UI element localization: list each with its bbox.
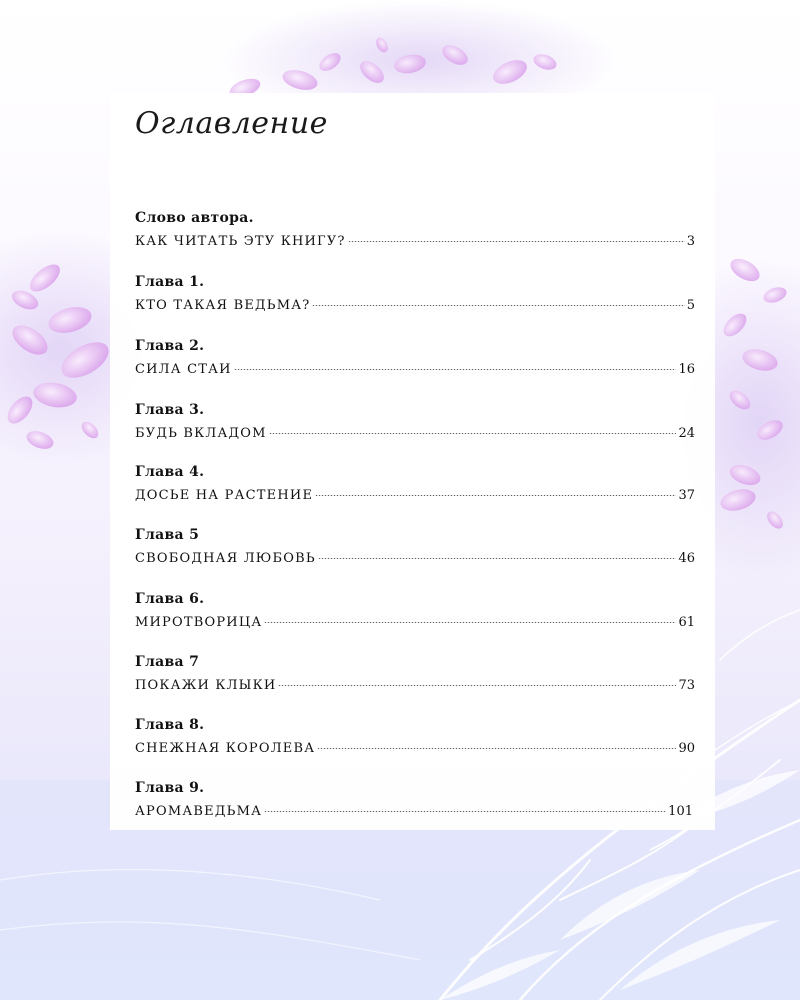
dot-leader bbox=[269, 433, 677, 434]
chapter-line bbox=[135, 424, 695, 444]
chapter-title: МИРОТВОРИЦА bbox=[135, 615, 263, 630]
chapter-line bbox=[135, 232, 695, 252]
chapter-label: Глава 5 bbox=[135, 527, 200, 543]
chapter-title: ДОСЬЕ НА РАСТЕНИЕ bbox=[135, 488, 314, 503]
dot-leader bbox=[264, 811, 666, 812]
page-number: 16 bbox=[678, 362, 695, 377]
chapter-line bbox=[135, 739, 695, 759]
page-number: 90 bbox=[678, 741, 695, 756]
chapter-title: СВОБОДНАЯ ЛЮБОВЬ bbox=[135, 551, 316, 566]
page-number: 73 bbox=[678, 678, 695, 693]
chapter-title: ПОКАЖИ КЛЫКИ bbox=[135, 678, 277, 693]
page-number: 61 bbox=[678, 615, 695, 630]
dot-leader bbox=[315, 495, 676, 496]
chapter-label: Глава 3. bbox=[135, 402, 205, 418]
chapter-title: БУДЬ ВКЛАДОМ bbox=[135, 426, 267, 441]
toc-entry[interactable] bbox=[135, 778, 693, 822]
chapter-line bbox=[135, 549, 695, 569]
chapter-line bbox=[135, 676, 695, 696]
toc-entry[interactable] bbox=[135, 208, 695, 252]
chapter-label: Глава 1. bbox=[135, 274, 205, 290]
chapter-label: Слово автора. bbox=[135, 210, 254, 226]
chapter-line bbox=[135, 802, 693, 822]
toc-entry[interactable] bbox=[135, 652, 695, 696]
chapter-line bbox=[135, 613, 695, 633]
chapter-label: Глава 4. bbox=[135, 464, 205, 480]
dot-leader bbox=[278, 685, 676, 686]
dot-leader bbox=[318, 558, 677, 559]
dot-leader bbox=[312, 305, 684, 306]
chapter-line bbox=[135, 296, 695, 316]
chapter-title: АРОМАВЕДЬМА bbox=[135, 804, 263, 819]
page-number: 24 bbox=[678, 426, 695, 441]
dot-leader bbox=[317, 748, 676, 749]
toc-entry[interactable] bbox=[135, 336, 695, 380]
dot-leader bbox=[234, 369, 677, 370]
toc-entry[interactable] bbox=[135, 589, 695, 633]
chapter-label: Глава 6. bbox=[135, 591, 205, 607]
toc-entry[interactable] bbox=[135, 400, 695, 444]
page-number: 5 bbox=[686, 298, 695, 313]
toc-entry[interactable] bbox=[135, 272, 695, 316]
page-number: 101 bbox=[668, 804, 693, 819]
dot-leader bbox=[348, 241, 685, 242]
chapter-label: Глава 2. bbox=[135, 338, 205, 354]
chapter-label: Глава 7 bbox=[135, 654, 200, 670]
page-number: 37 bbox=[678, 488, 695, 503]
chapter-label: Глава 8. bbox=[135, 717, 205, 733]
page-number: 46 bbox=[678, 551, 695, 566]
chapter-title: КАК ЧИТАТЬ ЭТУ КНИГУ? bbox=[135, 234, 346, 249]
dot-leader bbox=[264, 622, 676, 623]
toc-entry[interactable] bbox=[135, 715, 695, 759]
toc-heading: Оглавление bbox=[135, 106, 328, 141]
chapter-title: СНЕЖНАЯ КОРОЛЕВА bbox=[135, 741, 316, 756]
chapter-title: КТО ТАКАЯ ВЕДЬМА? bbox=[135, 298, 311, 313]
chapter-line bbox=[135, 486, 695, 506]
chapter-label: Глава 9. bbox=[135, 780, 205, 796]
chapter-title: СИЛА СТАИ bbox=[135, 362, 232, 377]
chapter-line bbox=[135, 360, 695, 380]
toc-entry[interactable] bbox=[135, 525, 695, 569]
toc-entry[interactable] bbox=[135, 462, 695, 506]
page-number: 3 bbox=[686, 234, 695, 249]
